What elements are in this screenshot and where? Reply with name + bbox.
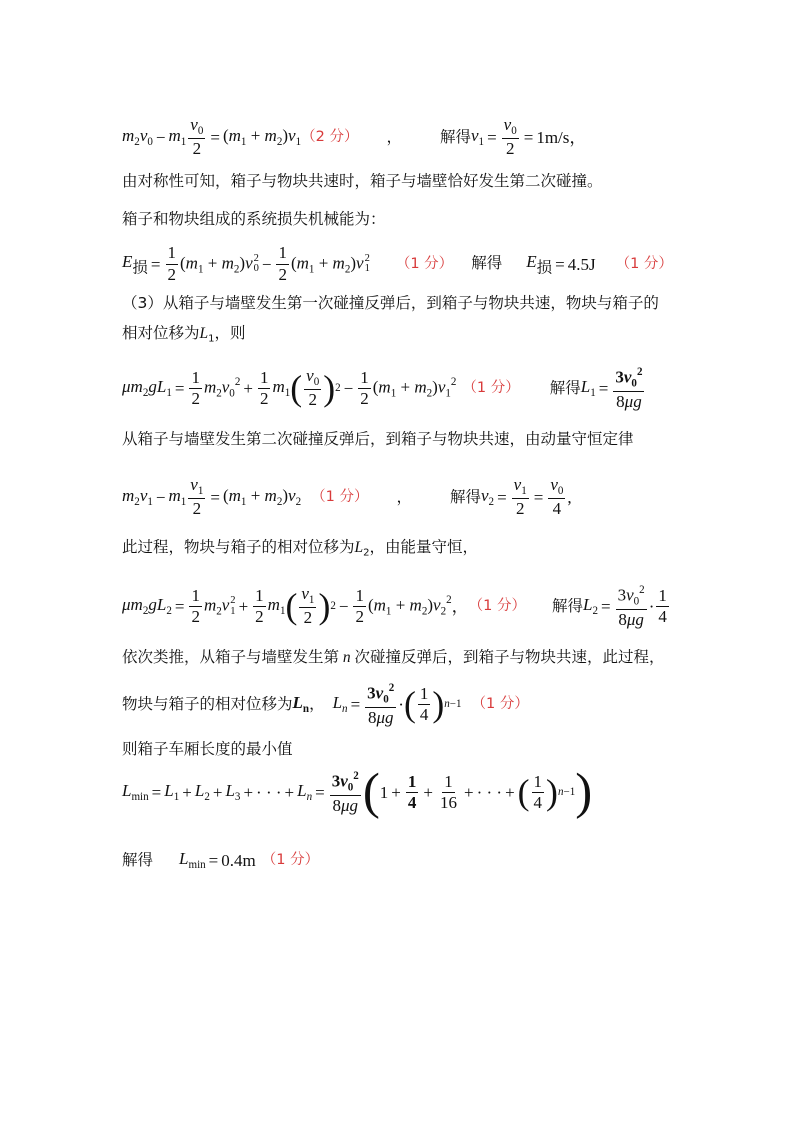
solve-label: 解得 [549, 378, 581, 397]
result-value: 1m/s， [536, 127, 587, 147]
score-mark: （1 分） [261, 852, 320, 869]
paragraph-part3-intro: （3）从箱子与墙壁发生第一次碰撞反弹后，到箱子与物块共速，物块与箱子的 [122, 294, 659, 312]
solve-label: 解得 [551, 596, 583, 615]
paragraph-minimum-length: 则箱子车厢长度的最小值 [122, 740, 293, 758]
equation-momentum-1: $m_2v_0$ − $m_1$ $\frac{v_0}{2}$ = $(m_1 + m_2)v_1$ （2 分） ， 解得 $v_1$ = $\frac{v_0}{2}$ = 1m/s， [122, 115, 587, 158]
solve-label: 解得 [471, 254, 503, 273]
solve-label: 解得 [439, 127, 471, 146]
result-value: 0.4m [221, 850, 256, 870]
paragraph-second-collision: 从箱子与墙壁发生第二次碰撞反弹后，到箱子与物块共速，由动量守恒定律 [122, 430, 634, 448]
result-value: 4.5J [567, 254, 596, 274]
score-mark: （1 分） [311, 489, 369, 506]
score-mark: （1 分） [615, 255, 673, 272]
solve-label: 解得 [449, 487, 481, 506]
paragraph-induction: 依次类推，从箱子与墙壁发生第 n 次碰撞反弹后，到箱子与物块共速，此过程， [122, 648, 665, 666]
paragraph-symmetry: 由对称性可知，箱子与物块共速时，箱子与墙壁恰好发生第二次碰撞。 [122, 172, 603, 190]
score-mark: （1 分） [462, 380, 520, 397]
final-answer: 解得 $L_{min}$ = 0.4m （1 分） [122, 849, 320, 871]
equation-momentum-2: $m_2v_1$ − $m_1$ $\frac{v_1}{2}$ = $(m_1 + m_2)v_2$ （1 分） ， 解得 $v_2$ = $\frac{v_1}{2}$ = $\frac{v_0}{4}$ , [122, 475, 572, 518]
paragraph-relative-displacement: 相对位移为$L_1$，则 [122, 324, 246, 345]
equation-min-length-sum: $L_{min}$ = $L_1$ + $L_2$ + $L_3$ + · · · + $L_n$ = $\frac{3v_0^2}{8\mu g}$ ( 1 + $\frac{1}{4}$ + $\frac{1}{16}$ + · · · + ( $\frac{1}{4}$ ) n−1 ) [122, 764, 593, 821]
solve-label: 解得 [122, 850, 154, 869]
paragraph-process-2: 此过程，物块与箱子的相对位移为$L_2$，由能量守恒， [122, 538, 479, 559]
equation-energy-2: $\mu m_2gL_2$ = $\frac{1}{2}$ $m_2v$ 2 1 + $\frac{1}{2}$ $m_1$ ( $\frac{v_1}{2}$ ) 2 − $\frac{1}{2}$ $(m_1 + m_2)v_2^2$ ， （1 分） 解得 $L_2$ = $\frac{3v_0^2}{8\mu g}$ · $\frac{1}{4}$ [122, 584, 667, 629]
score-mark: （1 分） [468, 598, 526, 615]
equation-energy-loss: $E_损$ = $\frac{1}{2}$ $(m_1 + m_2)v$ 2 0 − $\frac{1}{2}$ $(m_1 + m_2)v$ 2 1 （1 分） 解得 $E_损$ = 4.5J （1 分） [122, 243, 673, 284]
equation-general-displacement: 物块与箱子的相对位移为 $L_n$ ， $L_n$ = $\frac{3v_0^2}{8\mu g}$ · ( $\frac{1}{4}$ ) n−1 （1 分） [122, 682, 529, 727]
paragraph-energy-loss: 箱子和物块组成的系统损失机械能为： [122, 210, 386, 228]
score-mark: （2 分） [301, 129, 359, 146]
separator: ， [396, 487, 412, 506]
score-mark: （1 分） [395, 255, 454, 272]
equation-energy-1: $\mu m_2gL_1$ = $\frac{1}{2}$ $m_2v_0^2$ + $\frac{1}{2}$ $m_1$ ( $\frac{v_0}{2}$ ) 2 − $\frac{1}{2}$ $(m_1 + m_2)v_1^2$ （1 分） 解得 $L_1$ = $\frac{3v_0^2}{8\mu g}$ [122, 366, 643, 411]
score-mark: （1 分） [471, 696, 529, 713]
separator: ， [386, 127, 402, 146]
